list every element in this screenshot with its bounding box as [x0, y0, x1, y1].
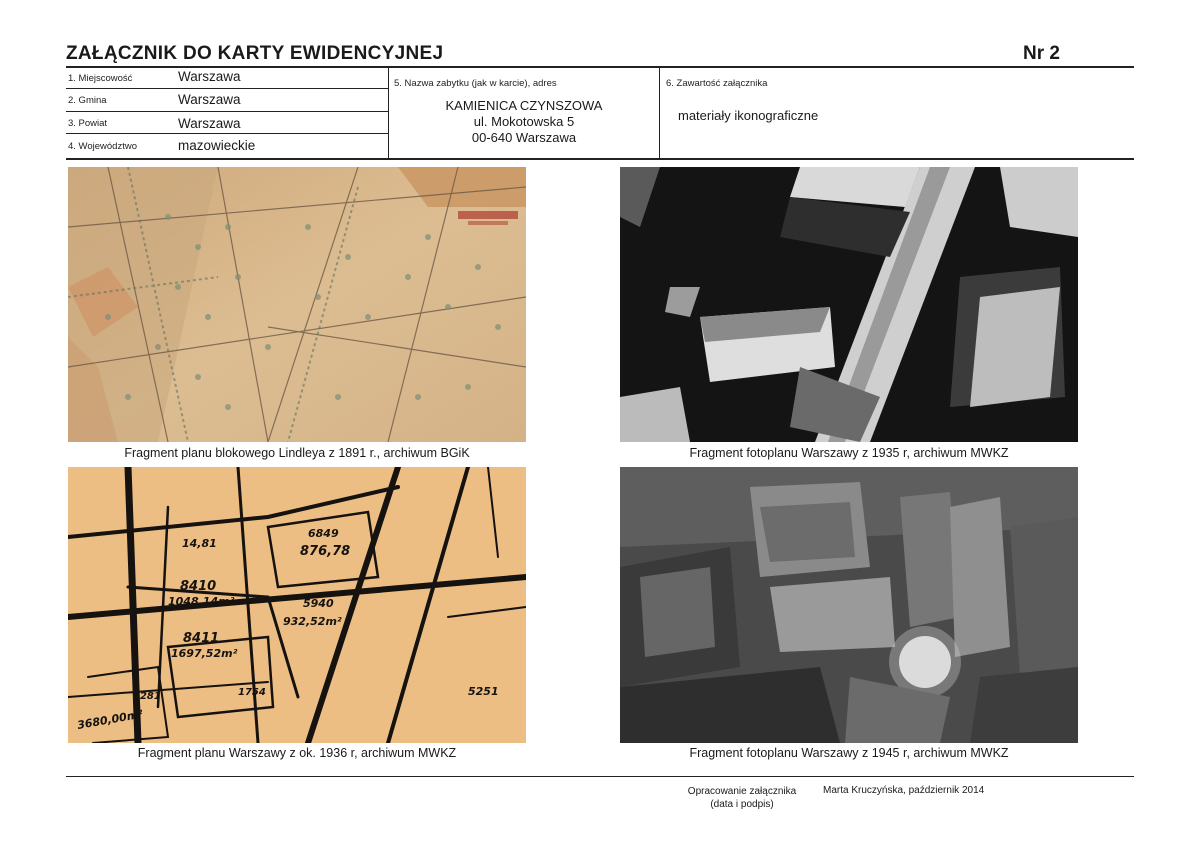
footer-author: Marta Kruczyńska, październik 2014	[823, 785, 985, 796]
header-top-rule	[66, 66, 1134, 68]
field-locality-label: 1. Miejscowość	[68, 73, 133, 84]
field-commune-label: 2. Gmina	[68, 95, 107, 106]
map-label: 3680,00m²	[76, 707, 144, 732]
map-label: 14,81	[182, 537, 217, 550]
footer-prepared-label	[672, 785, 812, 811]
field-county-value: Warszawa	[178, 116, 241, 131]
caption-aerial-1945: Fragment fotoplanu Warszawy z 1945 r, archiwum MWKZ	[689, 746, 1009, 760]
content-value: materiały ikonograficzne	[678, 108, 819, 123]
attachment-number: Nr 2	[1023, 43, 1060, 64]
header-bottom-rule	[66, 158, 1134, 160]
image-aerial-photo-1945	[620, 467, 1078, 743]
field-locality-value: Warszawa	[178, 69, 241, 84]
column-divider	[659, 68, 660, 159]
map-label: 8411	[183, 631, 220, 646]
map-label: 1697,52m²	[171, 647, 238, 660]
field-divider	[66, 88, 388, 89]
caption-lindley-plan: Fragment planu blokowego Lindleya z 1891 r., archiwum BGiK	[124, 446, 470, 460]
footer-prepared-line2: (data i podpis)	[710, 799, 774, 810]
map-label: 6849	[308, 527, 339, 540]
image-aerial-photo-1935	[620, 167, 1078, 442]
footer-prepared-line1: Opracowanie załącznika	[687, 786, 797, 797]
field-county-label: 3. Powiat	[68, 118, 108, 129]
caption-city-plan-1936: Fragment planu Warszawy z ok. 1936 r, archiwum MWKZ	[137, 746, 457, 760]
map-label: 1754	[238, 687, 266, 698]
map-label: 5281	[133, 691, 161, 702]
field-commune-value: Warszawa	[178, 92, 241, 107]
map-label: 932,52m²	[283, 615, 342, 628]
map-label: 5251	[468, 685, 499, 698]
monument-label: 5. Nazwa zabytku (jak w karcie), adres	[394, 78, 557, 89]
field-voivodeship-label: 4. Województwo	[68, 141, 137, 152]
footer-rule	[66, 776, 1134, 777]
map-label: 5940	[303, 597, 334, 610]
aerial-photo-icon	[620, 167, 1078, 442]
monument-street: ul. Mokotowska 5	[473, 114, 575, 129]
map-icon	[68, 467, 526, 743]
image-city-plan-1936	[68, 467, 526, 743]
page-title: ZAŁĄCZNIK DO KARTY EWIDENCYJNEJ	[66, 43, 444, 64]
field-voivodeship-value: mazowieckie	[178, 138, 256, 153]
map-label: 876,78	[300, 544, 351, 559]
map-label: 8410	[180, 579, 217, 594]
field-divider	[66, 133, 388, 134]
field-divider	[66, 111, 388, 112]
content-label: 6. Zawartość załącznika	[666, 78, 768, 89]
map-label: 1048,14m²	[168, 595, 235, 608]
monument-city: 00-640 Warszawa	[471, 130, 577, 145]
caption-aerial-1935: Fragment fotoplanu Warszawy z 1935 r, archiwum MWKZ	[689, 446, 1009, 460]
map-icon	[68, 167, 526, 442]
aerial-photo-icon	[620, 467, 1078, 743]
monument-name: KAMIENICA CZYNSZOWA	[445, 98, 603, 113]
image-lindley-plan-1891	[68, 167, 526, 442]
